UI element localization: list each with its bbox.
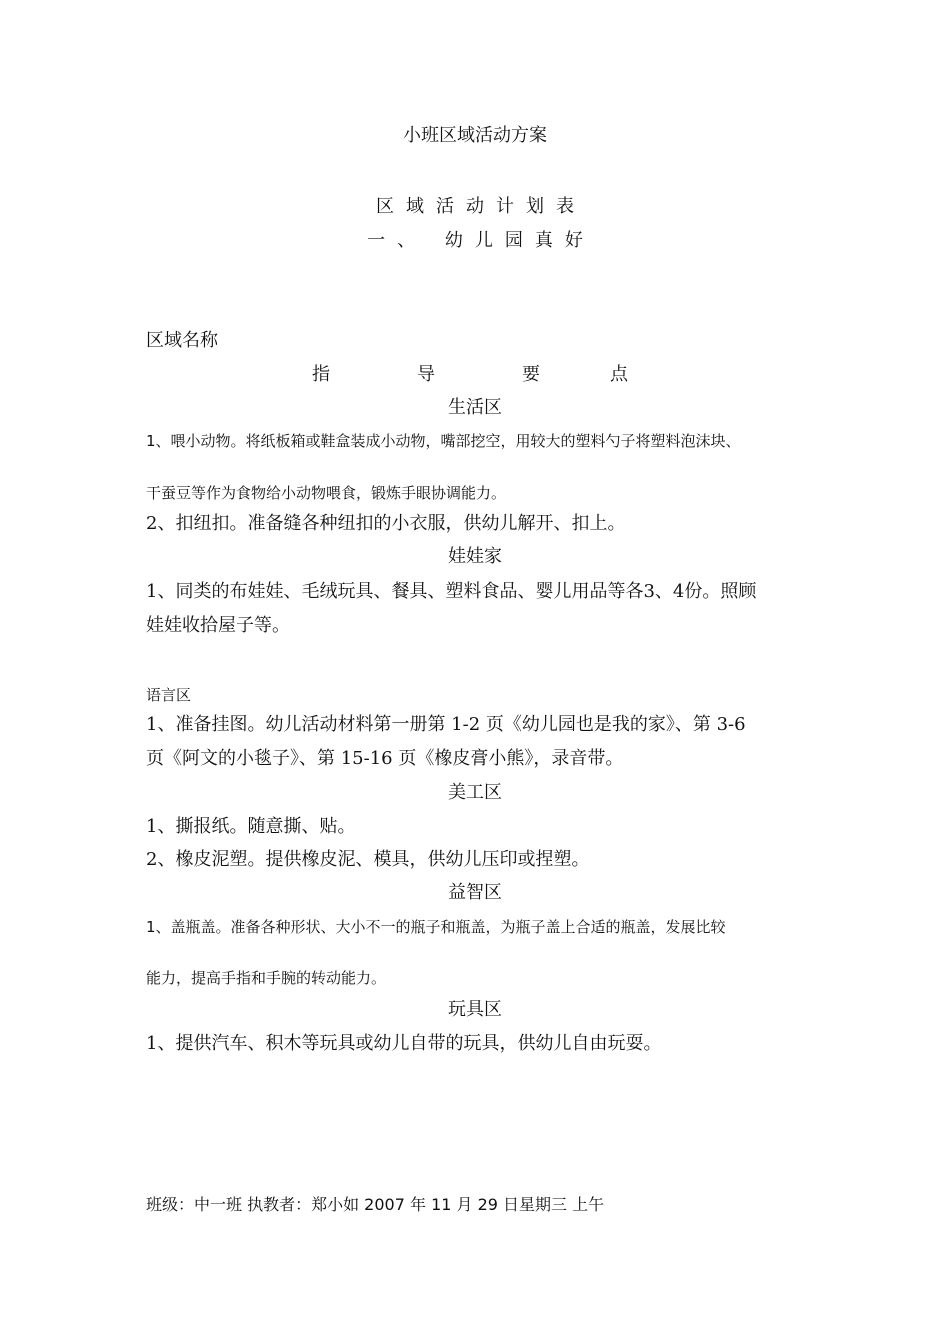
guide-header-char: 要: [522, 364, 540, 385]
section-item: 1、同类的布娃娃、毛绒玩具、餐具、塑料食品、婴儿用品等各3、4份。照顾: [146, 581, 757, 602]
section-item: 娃娃收拾屋子等。: [146, 615, 290, 636]
section-item: 干蚕豆等作为食物给小动物喂食，锻炼手眼协调能力。: [146, 484, 507, 502]
section-heading-puzzle: 益智区: [448, 882, 502, 903]
section-item: 页《阿文的小毯子》、第 15-16 页《橡皮膏小熊》，录音带。: [146, 748, 624, 769]
section-item: 1、喂小动物。将纸板箱或鞋盒装成小动物，嘴部挖空，用较大的塑料勺子将塑料泡沫块、: [146, 432, 741, 450]
document-title: 小班区域活动方案: [403, 125, 547, 146]
class-teacher-footer: 班级：中一班 执教者：郑小如 2007 年 11 月 29 日星期三 上午: [146, 1195, 605, 1214]
section-item: 2、橡皮泥塑。提供橡皮泥、模具，供幼儿压印或捏塑。: [146, 849, 590, 870]
section-item: 1、准备挂图。幼儿活动材料第一册第 1-2 页《幼儿园也是我的家》、第 3-6: [146, 714, 746, 735]
section-heading-life: 生活区: [448, 397, 502, 418]
theme-heading: 一、 幼儿园真好: [367, 230, 595, 251]
section-item: 1、提供汽车、积木等玩具或幼儿自带的玩具，供幼儿自由玩耍。: [146, 1033, 662, 1054]
plan-subtitle: 区域活动计划表: [376, 196, 586, 217]
section-heading-toys: 玩具区: [448, 999, 502, 1020]
column-label-area-name: 区域名称: [146, 330, 218, 351]
section-item: 能力，提高手指和手腕的转动能力。: [146, 969, 387, 987]
section-heading-art: 美工区: [448, 782, 502, 803]
section-heading-language: 语言区: [146, 686, 192, 704]
section-item: 1、盖瓶盖。准备各种形状、大小不一的瓶子和瓶盖，为瓶子盖上合适的瓶盖，发展比较: [146, 918, 726, 936]
section-heading-doll-house: 娃娃家: [448, 546, 502, 567]
guide-header-char: 导: [417, 364, 435, 385]
guide-header-char: 指: [312, 364, 330, 385]
section-item: 2、扣纽扣。准备缝各种纽扣的小衣服，供幼儿解开、扣上。: [146, 513, 626, 534]
guide-points-header: [0, 366, 950, 386]
guide-header-char: 点: [610, 364, 628, 385]
section-item: 1、撕报纸。随意撕、贴。: [146, 816, 356, 837]
